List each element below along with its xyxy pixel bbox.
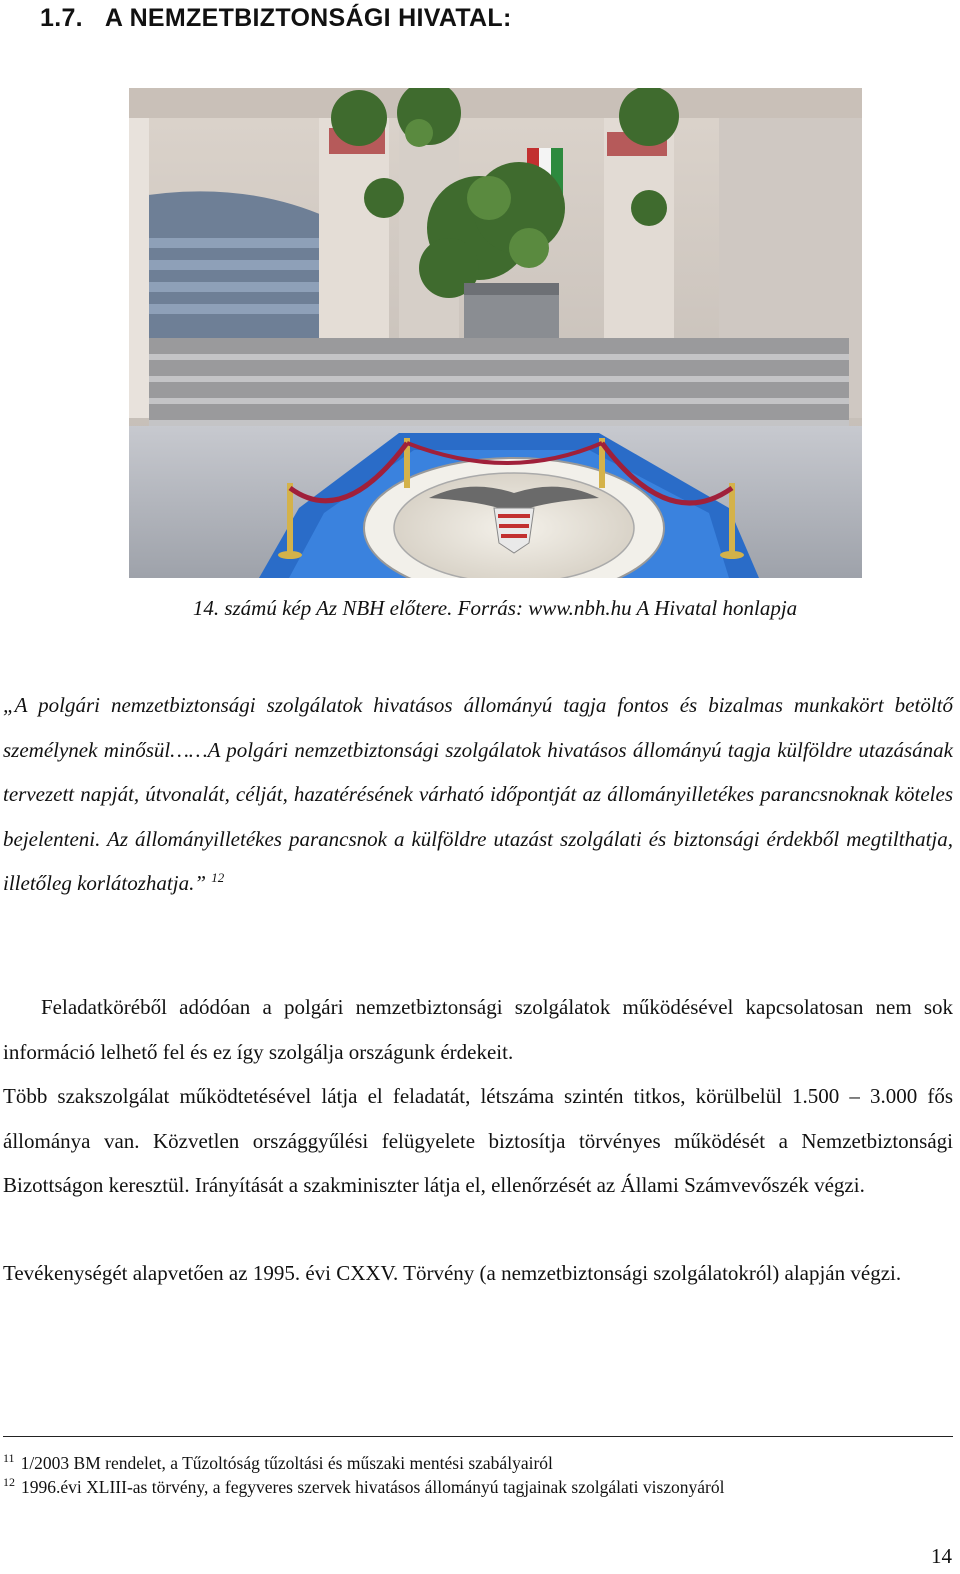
quote-footnote-ref[interactable]: 12 <box>211 870 225 885</box>
quote-text: „A polgári nemzetbiztonsági szolgálatok hivatásos állományú tagja fontos és bizalmas munkakört betöltő személynek minősül……A polgári nemzetbiztonsági szolgálatok hivatásos állományú tagja külföldre utazásának tervezett napját, útvonalát, célját, hazatérésének várható időpontját az állományilletékes parancsnoknak köteles bejelenteni. Az állományilletékes parancsnok a külföldre utazást szolgálati és biztonsági érdekből megtilthatja, illetőleg korlátozhatja.” <box>3 693 953 895</box>
footnote-divider <box>3 1436 953 1437</box>
page-number: 14 <box>931 1544 952 1568</box>
footnote-11 <box>3 1447 953 1474</box>
quote-block <box>3 683 953 906</box>
section-number: 1.7. <box>40 4 83 32</box>
footnote-text: 1996.évi XLIII-as törvény, a fegyveres szervek hivatásos állományú tagjainak szolgálati viszonyáról <box>21 1476 725 1497</box>
footnote-12 <box>3 1471 953 1498</box>
lobby-photo-illustration <box>129 88 862 578</box>
footnote-mark: 12 <box>3 1475 15 1489</box>
section-heading <box>40 4 512 33</box>
paragraph-1: Feladatköréből adódóan a polgári nemzetbiztonsági szolgálatok működésével kapcsolatosan nem sok információ lelhető fel és ez így szolgálja országunk érdekeit. <box>3 995 953 1064</box>
footnote-text: 1/2003 BM rendelet, a Tűzoltóság tűzoltási és műszaki mentési szabályairól <box>20 1452 553 1473</box>
paragraph-2: Több szakszolgálat működtetésével látja el feladatát, létszáma szintén titkos, körülbelül 1.500 – 3.000 fős állománya van. Közvetlen országgyűlési felügyelete biztosítja törvényes működését a Nemzetbiztonsági Bizottságon keresztül. Irányítását a szakminiszter látja el, ellenőrzését az Állami Számvevőszék végzi. <box>3 1084 953 1197</box>
paragraph-3: Tevékenységét alapvetően az 1995. évi CXXV. Törvény (a nemzetbiztonsági szolgálatokról) alapján végzi. <box>3 1261 902 1285</box>
section-title: A NEMZETBIZTONSÁGI HIVATAL: <box>104 4 512 32</box>
lobby-photo <box>129 88 862 578</box>
footnote-mark: 11 <box>3 1451 15 1465</box>
photo-caption: 14. számú kép Az NBH előtere. Forrás: www.nbh.hu A Hivatal honlapja <box>192 596 798 620</box>
